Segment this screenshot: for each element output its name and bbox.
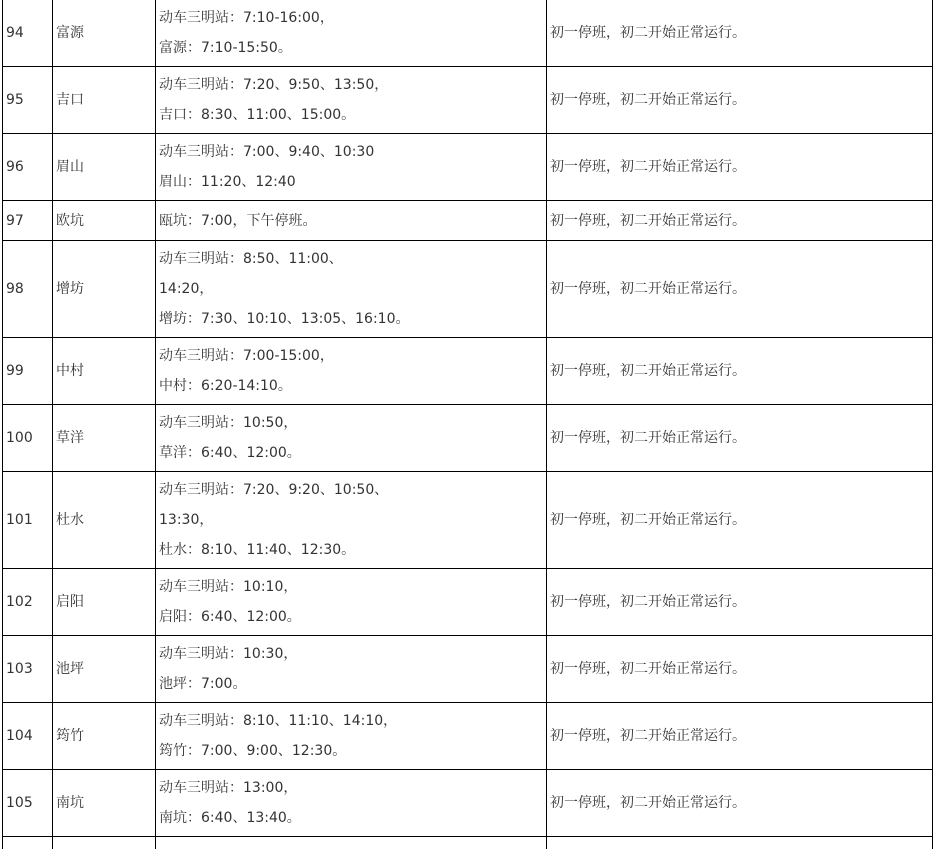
route-number-cell: 96 bbox=[3, 134, 53, 201]
route-name-cell: 中村 bbox=[53, 338, 156, 405]
route-name-cell: 吉口 bbox=[53, 67, 156, 134]
service-note-cell: 初一停班，初二开始正常运行。 bbox=[547, 0, 933, 67]
departure-time-line: 动车三明站：7:20、9:20、10:50、 bbox=[159, 482, 389, 498]
departure-time-line: 动车三明站：7:20、9:50、13:50， bbox=[159, 77, 389, 93]
service-note-cell: 初一停班，初二开始正常运行。 bbox=[547, 241, 933, 338]
route-number-cell: 102 bbox=[3, 569, 53, 636]
departure-time-line: 南坑：6:40、13:40。 bbox=[159, 810, 301, 826]
departure-time-line: 动车三明站：7:00、9:40、10:30 bbox=[159, 144, 375, 160]
route-name-cell: 启阳 bbox=[53, 569, 156, 636]
route-number-cell: 103 bbox=[3, 636, 53, 703]
service-note-cell: 初一停班，初二开始正常运行。 bbox=[547, 703, 933, 770]
departure-time-line: 富源：7:10-15:50。 bbox=[159, 40, 292, 56]
departure-time-line: 14:20， bbox=[159, 281, 214, 297]
route-number-cell: 95 bbox=[3, 67, 53, 134]
table-row bbox=[3, 405, 933, 472]
departure-time-line: 动车三明站：10:30， bbox=[159, 646, 298, 662]
route-number-cell: 98 bbox=[3, 241, 53, 338]
route-name-cell: 富源 bbox=[53, 0, 156, 67]
departure-time-line: 启阳：6:40、12:00。 bbox=[159, 609, 301, 625]
route-number-cell: 104 bbox=[3, 703, 53, 770]
table-row bbox=[3, 338, 933, 405]
route-number-cell: 97 bbox=[3, 201, 53, 241]
route-number-cell: 94 bbox=[3, 0, 53, 67]
table-row bbox=[3, 569, 933, 636]
departure-time-line: 眉山：11:20、12:40 bbox=[159, 174, 296, 190]
departure-times-cell bbox=[156, 201, 547, 241]
table-row bbox=[3, 0, 933, 67]
table-row bbox=[3, 636, 933, 703]
table-row bbox=[3, 67, 933, 134]
departure-time-line: 动车三明站：10:10， bbox=[159, 579, 298, 595]
table-row-partial bbox=[3, 837, 933, 849]
bus-schedule-table bbox=[2, 0, 933, 849]
route-name-cell: 杜水 bbox=[53, 472, 156, 569]
empty-cell bbox=[3, 837, 53, 849]
table-row bbox=[3, 201, 933, 241]
departure-times-cell bbox=[156, 338, 547, 405]
route-name-cell: 筠竹 bbox=[53, 703, 156, 770]
departure-time-line: 中村：6:20-14:10。 bbox=[159, 378, 292, 394]
table-row bbox=[3, 770, 933, 837]
route-number-cell: 101 bbox=[3, 472, 53, 569]
departure-times-cell bbox=[156, 569, 547, 636]
route-number-cell: 99 bbox=[3, 338, 53, 405]
empty-cell bbox=[53, 837, 156, 849]
departure-time-line: 动车三明站：7:00-15:00， bbox=[159, 348, 334, 364]
route-name-cell: 池坪 bbox=[53, 636, 156, 703]
departure-time-line: 动车三明站：7:10-16:00， bbox=[159, 10, 334, 26]
departure-times-cell bbox=[156, 405, 547, 472]
route-name-cell: 南坑 bbox=[53, 770, 156, 837]
service-note-cell: 初一停班，初二开始正常运行。 bbox=[547, 472, 933, 569]
departure-times-cell bbox=[156, 636, 547, 703]
service-note-cell: 初一停班，初二开始正常运行。 bbox=[547, 201, 933, 241]
departure-time-line: 筠竹：7:00、9:00、12:30。 bbox=[159, 743, 347, 759]
route-name-cell: 眉山 bbox=[53, 134, 156, 201]
service-note-cell: 初一停班，初二开始正常运行。 bbox=[547, 770, 933, 837]
departure-time-line: 动车三明站：13:00， bbox=[159, 780, 298, 796]
service-note-cell: 初一停班，初二开始正常运行。 bbox=[547, 338, 933, 405]
departure-time-line: 增坊：7:30、10:10、13:05、16:10。 bbox=[159, 311, 410, 327]
departure-times-cell bbox=[156, 134, 547, 201]
departure-times-cell bbox=[156, 770, 547, 837]
route-name-cell: 欧坑 bbox=[53, 201, 156, 241]
departure-time-line: 池坪：7:00。 bbox=[159, 676, 247, 692]
departure-time-line: 13:30， bbox=[159, 512, 214, 528]
route-number-cell: 100 bbox=[3, 405, 53, 472]
route-name-cell: 增坊 bbox=[53, 241, 156, 338]
departure-time-line: 杜水：8:10、11:40、12:30。 bbox=[159, 542, 356, 558]
service-note-cell: 初一停班，初二开始正常运行。 bbox=[547, 67, 933, 134]
service-note-cell: 初一停班，初二开始正常运行。 bbox=[547, 636, 933, 703]
departure-times-cell bbox=[156, 67, 547, 134]
departure-time-line: 吉口：8:30、11:00、15:00。 bbox=[159, 107, 356, 123]
departure-times-cell bbox=[156, 472, 547, 569]
route-name-cell: 草洋 bbox=[53, 405, 156, 472]
departure-time-line: 动车三明站：10:50， bbox=[159, 415, 298, 431]
table-row bbox=[3, 134, 933, 201]
service-note-cell: 初一停班，初二开始正常运行。 bbox=[547, 569, 933, 636]
table-row bbox=[3, 472, 933, 569]
departure-time-line: 草洋：6:40、12:00。 bbox=[159, 445, 301, 461]
table-row bbox=[3, 703, 933, 770]
service-note-cell: 初一停班，初二开始正常运行。 bbox=[547, 405, 933, 472]
empty-cell bbox=[547, 837, 933, 849]
schedule-table-body bbox=[3, 0, 933, 849]
departure-times-cell bbox=[156, 0, 547, 67]
table-row bbox=[3, 241, 933, 338]
route-number-cell: 105 bbox=[3, 770, 53, 837]
departure-time-line: 瓯坑：7:00，下午停班。 bbox=[159, 212, 317, 229]
departure-time-line: 动车三明站：8:50、11:00、 bbox=[159, 251, 343, 267]
departure-times-cell bbox=[156, 703, 547, 770]
service-note-cell: 初一停班，初二开始正常运行。 bbox=[547, 134, 933, 201]
departure-times-cell bbox=[156, 241, 547, 338]
empty-cell bbox=[156, 837, 547, 849]
departure-time-line: 动车三明站：8:10、11:10、14:10， bbox=[159, 713, 398, 729]
